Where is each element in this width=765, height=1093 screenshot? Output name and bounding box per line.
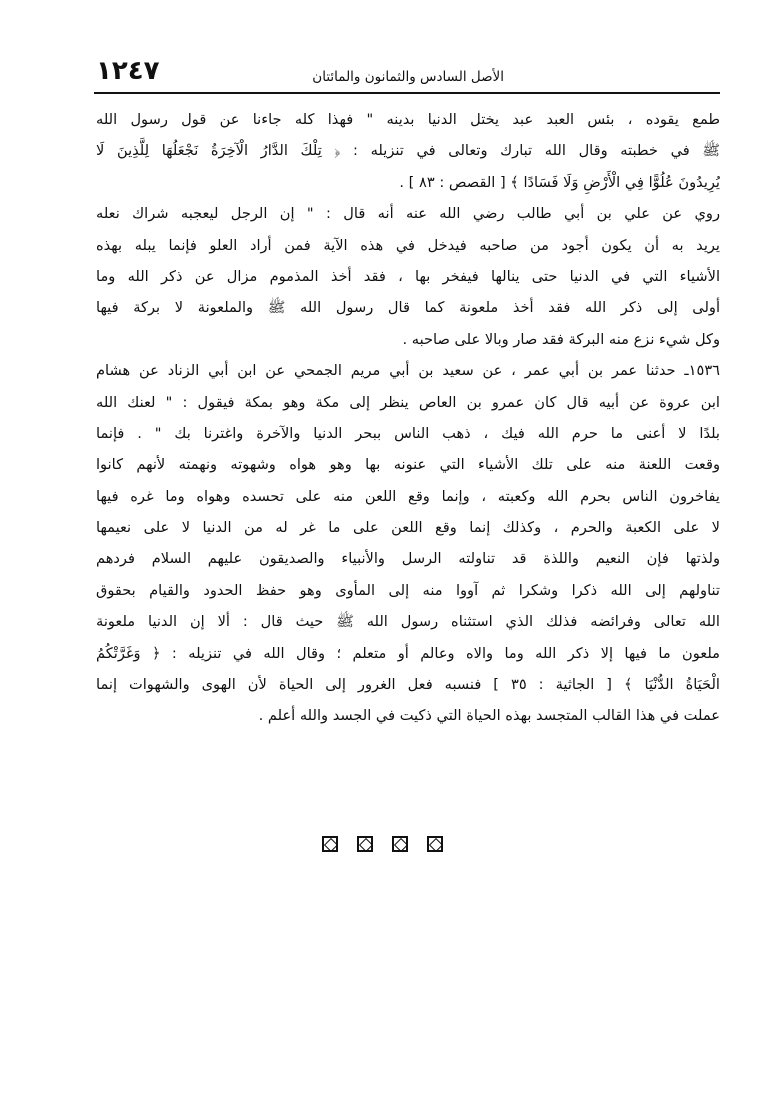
text-line: ١٥٣٦ـ حدثنا عمر بن أبي عمر ، عن سعيد بن أبي مريم الجمحي عن ابن أبي الزناد عن هشام [96, 362, 720, 380]
text-line: الأشياء التي في الدنيا حتى ينالها فيفخر بها ، فقد أخذ المذموم مزال عن ذكر الله وما [96, 267, 720, 285]
text-line: ولذتها فإن النعيم واللذة قد تناولته الرسل والأنبياء والصديقون عليهم السلام فردهم [96, 550, 720, 568]
text-line: الله تعالى وفرائضه فذلك الذي استثناه رسول الله ﷺ حيث قال : ألا إن الدنيا ملعونة [96, 613, 720, 631]
text-line: وكل شيء نزع منه البركة فقد صار وبالا على صاحبه . [402, 330, 720, 348]
text-line: روي عن علي بن أبي طالب رضي الله عنه أنه قال : " إن الرجل ليعجبه شراك نعله [96, 205, 720, 223]
ornament-icon [427, 836, 443, 852]
text-line: بلدًا لا أعنى ما حرم الله فيك ، ذهب الناس ببحر الدنيا والآخرة واغترنا بك " . فإنما [96, 424, 720, 442]
text-line: ابن عروة عن أبيه قال كان عمرو بن العاص ينظر إلى مكة وهو بمكة فيقول : " لعنك الله [96, 393, 720, 411]
text-line: ملعون ما فيها إلا ذكر الله وما والاه وعالم أو متعلم ؛ وقال الله في تنزيله : ﴿ وَغَرَّتْكُمُ [96, 644, 720, 662]
text-line: طمع يقوده ، بئس العبد عبد يختل الدنيا بدينه " فهذا كله جاءنا عن قول رسول الله [96, 111, 720, 128]
header-rule [94, 92, 720, 94]
text-line: تناولهم إلى الله ذكرا وشكرا ثم آووا منه إلى المأوى وهو حفظ الحدود والقيام بحقوق [96, 581, 720, 599]
section-end-ornaments [0, 836, 765, 856]
body-text [96, 104, 720, 732]
page-header [96, 56, 720, 92]
ornament-icon [322, 836, 338, 852]
text-line: يفاخرون الناس بحرم الله وكعبته ، وإنما وقع اللعن منه على تحسده وهواه وما غره فيها [96, 487, 720, 505]
text-line: عملت في هذا القالب المتجسد بهذه الحياة التي ذكيت في الجسد والله أعلم . [258, 707, 720, 725]
text-line: لا على الكعبة والحرم ، وكذلك إنما وقع اللعن على ما غر له من الدنيا لا على نعيمها [96, 519, 720, 537]
ornament-icon [357, 836, 373, 852]
text-line: ﷺ في خطبته وقال الله تبارك وتعالى في تنزيله : ﴿ تِلْكَ الدَّارُ الْآخِرَةُ نَجْعَلُهَا لِلَّذِينَ لَا [96, 142, 720, 160]
page-number: ١٢٤٧ [96, 56, 160, 86]
text-line: يُرِيدُونَ عُلُوًّا فِي الْأَرْضِ وَلَا فَسَادًا ﴾ [ القصص : ٨٣ ] . [399, 173, 720, 191]
text-line: أولى إلى ذكر الله فقد أخذ ملعونة كما قال رسول الله ﷺ والملعونة لا بركة فيها [96, 299, 720, 317]
text-line: الْحَيَاةُ الدُّنْيَا ﴾ [ الجاثية : ٣٥ ] فنسبه فعل الغرور إلى الحياة لأن الهوى والشهوات إنما [96, 676, 720, 694]
text-line: وقعت اللعنة منه على تلك الأشياء التي عنونه بها وهو هواه وشهوته ونهمته لأنهم كانوا [96, 456, 720, 474]
running-head: الأصل السادس والثمانون والمائتان [312, 69, 504, 85]
ornament-icon [392, 836, 408, 852]
text-line: يريد به أن يكون أجود من صاحبه فيدخل في هذه الآية فمن أراد العلو فإنما يبله بهذه [96, 236, 720, 254]
